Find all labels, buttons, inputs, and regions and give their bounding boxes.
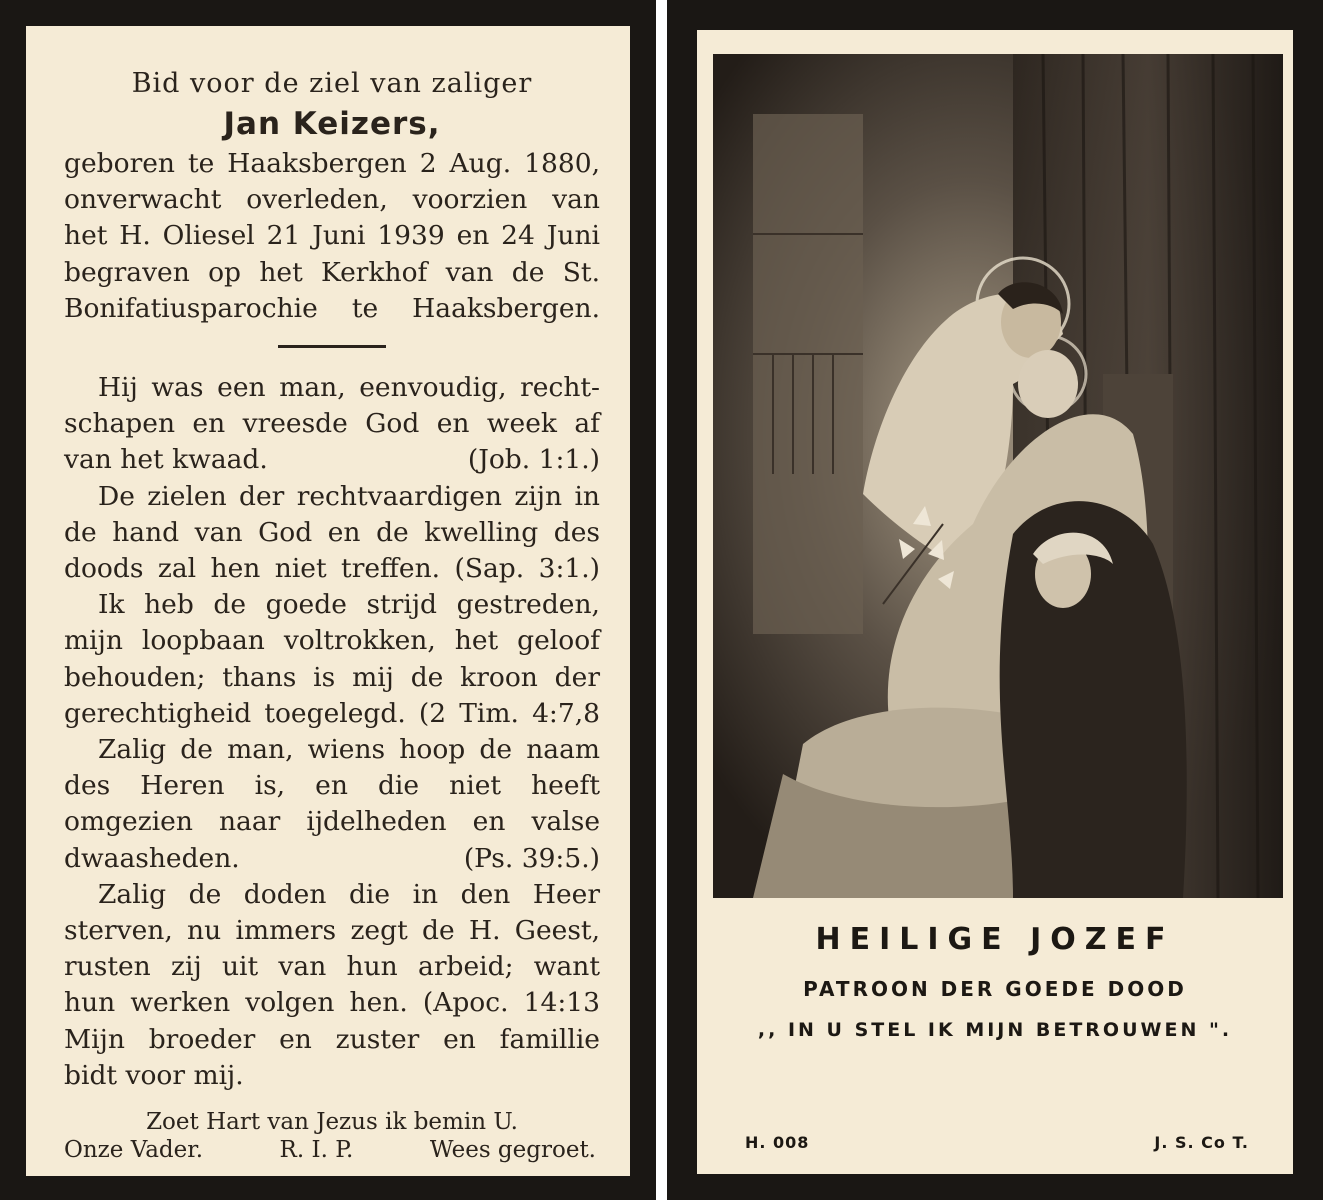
- memorial-card-text-side: [0, 0, 656, 1200]
- card-subtitle: PATROON DER GOEDE DOOD: [803, 977, 1187, 1001]
- verse-line: Hij was een man, eenvoudig, recht-: [98, 372, 600, 404]
- bio-line: onverwacht overleden, voorzien van: [64, 184, 600, 216]
- print-codes: [745, 1133, 1249, 1152]
- verse-line: Zalig de man, wiens hoop de naam: [98, 734, 600, 766]
- prayer-our-father: Onze Vader.: [64, 1137, 204, 1164]
- saint-joseph-deathbed-illustration: [713, 54, 1283, 898]
- verse-text: van het kwaad.: [64, 444, 268, 476]
- print-code-left: H. 008: [745, 1133, 810, 1152]
- prayer-line: Zoet Hart van Jezus ik bemin U.: [146, 1109, 518, 1136]
- family-line: Mijn broeder en zuster en famillie: [64, 1023, 600, 1055]
- bio-line: Bonifatiusparochie te Haaksbergen.: [64, 292, 600, 324]
- verse-line: behouden; thans is mij de kroon der: [64, 661, 600, 693]
- verse-line: hun werken volgen hen. (Apoc. 14:13: [64, 987, 600, 1019]
- intro-line: Bid voor de ziel van zaliger: [131, 68, 533, 99]
- verse-line: Zalig de doden die in den Heer: [98, 878, 600, 910]
- prayer-hail-mary: Wees gegroet.: [429, 1137, 596, 1164]
- verse-line: des Heren is, en die niet heeft: [64, 770, 600, 802]
- verse-line: omgezien naar ijdelheden en valse: [64, 806, 600, 838]
- verse-line: [64, 841, 600, 877]
- verse-line: De zielen der rechtvaardigen zijn in: [98, 480, 600, 512]
- print-code-right: J. S. Co T.: [1154, 1133, 1249, 1152]
- verse-line: sterven, nu immers zegt de H. Geest,: [64, 915, 600, 947]
- card-title: HEILIGE JOZEF: [815, 922, 1175, 957]
- card-quote: ,, IN U STEL IK MIJN BETROUWEN ".: [757, 1019, 1233, 1041]
- verse-reference: (Ps. 39:5.): [463, 842, 600, 874]
- verse-line: de hand van God en de kwelling des: [64, 516, 600, 548]
- memorial-card-picture-side: [667, 0, 1323, 1200]
- bio-line: het H. Oliesel 21 Juni 1939 en 24 Juni: [64, 220, 600, 252]
- family-line: bidt voor mij.: [64, 1059, 244, 1091]
- prayer-rip: R. I. P.: [279, 1137, 354, 1164]
- verse-text: dwaasheden.: [64, 842, 240, 874]
- bio-line: begraven op het Kerkhof van de St.: [64, 256, 600, 288]
- picture-paper: [697, 30, 1293, 1174]
- verse-line: doods zal hen niet treffen. (Sap. 3:1.): [64, 553, 600, 585]
- text-paper: [26, 26, 630, 1176]
- prayer-footer: [64, 1136, 600, 1164]
- verse-line: [64, 442, 600, 478]
- verse-line: gerechtigheid toegelegd. (2 Tim. 4:7,8: [64, 697, 600, 729]
- verse-reference: (Job. 1:1.): [467, 444, 600, 476]
- verse-line: schapen en vreesde God en week af: [64, 408, 600, 440]
- bio-line: geboren te Haaksbergen 2 Aug. 1880,: [64, 148, 600, 179]
- verse-line: Ik heb de goede strijd gestreden,: [98, 589, 600, 621]
- verse-line: rusten zij uit van hun arbeid; want: [64, 951, 600, 983]
- deceased-name: Jan Keizers,: [223, 106, 441, 142]
- divider-rule: [278, 345, 386, 348]
- verse-line: mijn loopbaan voltrokken, het geloof: [64, 625, 600, 657]
